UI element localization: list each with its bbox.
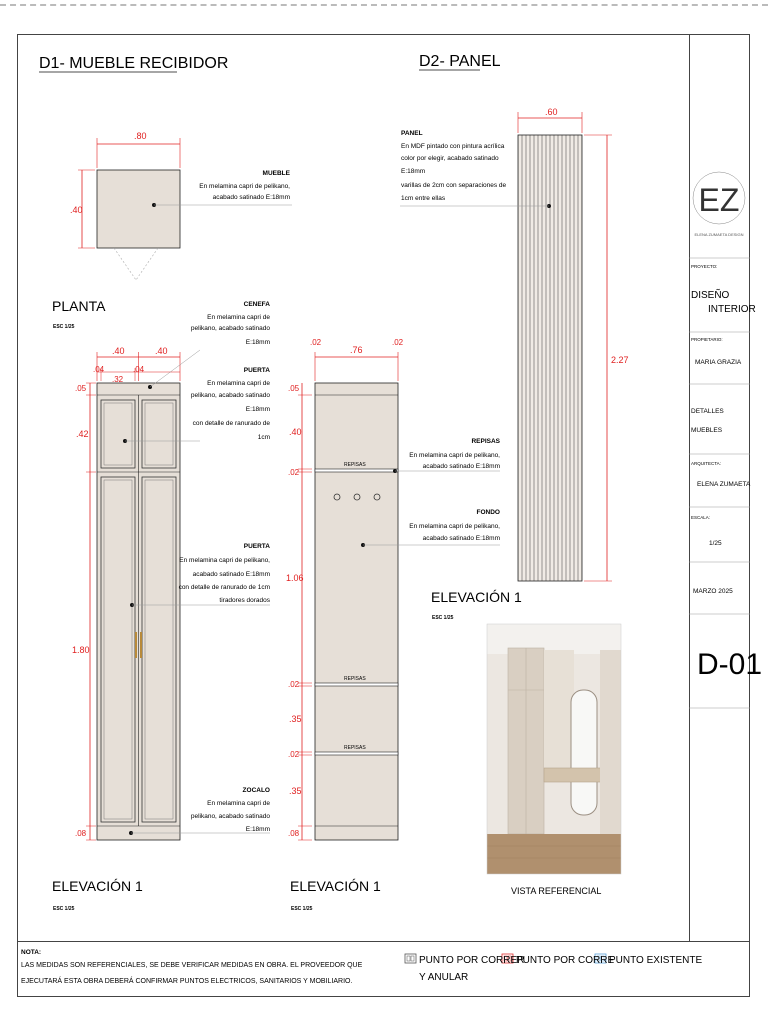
logo <box>693 172 745 237</box>
annot-fondo-2: acabado satinado E:18mm <box>422 535 500 542</box>
annot-repisas-2: acabado satinado E:18mm <box>422 463 500 470</box>
dim-panel-height: 2.27 <box>611 355 629 365</box>
d2-title: D2- PANEL <box>419 53 501 70</box>
annot-zocalo-title: ZOCALO <box>242 787 270 794</box>
annot-puerta1-5: 1cm <box>257 434 270 441</box>
legend-item3: PUNTO EXISTENTE <box>609 955 703 966</box>
annot-puerta1-3: E:18mm <box>245 406 270 413</box>
elev2-label: ELEVACIÓN 1 <box>290 878 381 894</box>
annot-puerta2-2: acabado satinado E:18mm <box>192 571 270 578</box>
annot-puerta2-title: PUERTA <box>243 543 270 550</box>
annot-panel-title: PANEL <box>401 130 423 137</box>
annot-puerta1-4: con detalle de ranurado de <box>192 420 270 427</box>
dim-e2-a: .02 <box>310 338 322 347</box>
dim-e1-h1: .05 <box>75 384 87 393</box>
arquitecta: ELENA ZUMAETA <box>697 481 751 488</box>
dim-e1-c: .04 <box>133 365 145 374</box>
annot-cenefa-1: En melamina capri de <box>207 314 270 321</box>
elev3-label: ELEVACIÓN 1 <box>431 589 522 605</box>
elev1-label: ELEVACIÓN 1 <box>52 878 143 894</box>
dim-e2-h4: 1.06 <box>286 573 304 583</box>
dim-e1-h2: .42 <box>76 429 89 439</box>
annot-panel-4: varillas de 2cm con separaciones de <box>401 182 507 189</box>
propietario: MARIA GRAZIA <box>695 359 742 366</box>
annot-cenefa-2: pelikano, acabado satinado <box>190 325 270 332</box>
sheet-number: D-01 <box>697 648 763 681</box>
annot-puerta1-1: En melamina capri de <box>207 380 270 387</box>
annot-zocalo-1: En melamina capri de <box>207 800 270 807</box>
shelf-label-3: REPISAS <box>344 745 366 751</box>
dim-e2-h9: .08 <box>288 829 300 838</box>
dim-e1-a: .04 <box>93 365 105 374</box>
annot-panel-3: E:18mm <box>401 168 426 175</box>
detalles-1: DETALLES <box>691 408 724 415</box>
dim-panel-width: .60 <box>545 107 558 117</box>
annot-repisas-1: En melamina capri de pelikano, <box>409 452 500 459</box>
annot-panel-5: 1cm entre ellas <box>401 195 446 202</box>
annot-cenefa-3: E:18mm <box>245 339 270 346</box>
arquitecta-label: ARQUITECTA: <box>691 461 721 466</box>
annot-cenefa-title: CENEFA <box>243 301 270 308</box>
annot-puerta2-1: En melamina capri de pelikano, <box>179 557 270 564</box>
annot-panel-1: En MDF pintado con pintura acrílica <box>401 143 505 150</box>
dim-e2-h3: .02 <box>288 468 300 477</box>
annot-puerta1-title: PUERTA <box>243 367 270 374</box>
dim-e2-h6: .35 <box>289 714 302 724</box>
fecha: MARZO 2025 <box>693 588 733 595</box>
annot-zocalo-2: pelikano, acabado satinado <box>190 813 270 820</box>
legend-item2: PUNTO POR CORRE <box>516 955 615 966</box>
dim-e1-b: .32 <box>112 375 124 384</box>
plan-view <box>78 138 292 280</box>
reference-render-image <box>487 624 621 874</box>
dim-e1-h4: .08 <box>75 829 87 838</box>
dim-planta-width: .80 <box>134 131 147 141</box>
proyecto-label: PROYECTO: <box>691 264 718 269</box>
escala: 1/25 <box>709 540 722 547</box>
dim-e2-h8: .35 <box>289 786 302 796</box>
escala-label: ESCALA: <box>691 515 711 520</box>
dim-e2-c: .02 <box>392 338 404 347</box>
annot-puerta2-3: con detalle de ranurado de 1cm <box>178 584 270 591</box>
annot-mueble-line2: acabado satinado E:18mm <box>212 194 290 201</box>
dim-e1-w2: .40 <box>155 346 168 356</box>
d1-title: D1- MUEBLE RECIBIDOR <box>39 55 229 72</box>
detalles-2: MUEBLES <box>691 427 723 434</box>
dim-e2-h2: .40 <box>289 427 302 437</box>
logo-ring-text: ELENA ZUMAETA DESIGN <box>694 232 744 237</box>
shelf-label-1: REPISAS <box>344 462 366 468</box>
annot-repisas-title: REPISAS <box>471 438 500 445</box>
annot-panel-2: color por elegir, acabado satinado <box>401 155 499 162</box>
dim-e2-b: .76 <box>350 345 363 355</box>
elev2-scale: ESC 1/25 <box>291 906 313 912</box>
shelf-label-2: REPISAS <box>344 676 366 682</box>
annot-puerta1-2: pelikano, acabado satinado <box>190 392 270 399</box>
dim-e1-w1: .40 <box>112 346 125 356</box>
annot-fondo-title: FONDO <box>476 509 500 516</box>
propietario-label: PROPIETARIO: <box>691 337 723 342</box>
annot-fondo-1: En melamina capri de pelikano, <box>409 523 500 530</box>
notes-title: NOTA: <box>21 949 42 956</box>
annot-puerta2-4: tiradores dorados <box>219 597 270 604</box>
legend-item4: Y ANULAR <box>419 972 469 983</box>
legend-item1: PUNTO POR CORRER <box>419 955 525 966</box>
annot-mueble-title: MUEBLE <box>262 170 290 177</box>
dim-planta-depth: .40 <box>70 205 83 215</box>
planta-label: PLANTA <box>52 298 106 314</box>
dim-e2-h7: .02 <box>288 750 300 759</box>
dim-e2-h1: .05 <box>288 384 300 393</box>
notes-line2: EJECUTARÁ ESTA OBRA DEBERÁ CONFIRMAR PUNTOS ELECTRICOS, SANITARIOS Y MOBILIARIO. <box>21 978 353 985</box>
dim-e2-h5: .02 <box>288 680 300 689</box>
planta-scale: ESC 1/25 <box>53 324 75 330</box>
annot-mueble-line1: En melamina capri de pelikano, <box>199 183 290 190</box>
logo-mark: EZ <box>698 182 740 218</box>
dim-e1-h3: 1.80 <box>72 645 90 655</box>
elev3-scale: ESC 1/25 <box>432 615 454 621</box>
proyecto-2: INTERIOR <box>708 304 756 315</box>
proyecto-1: DISEÑO <box>691 290 730 301</box>
vista-label: VISTA REFERENCIAL <box>511 886 602 896</box>
notes-line1: LAS MEDIDAS SON REFERENCIALES, SE DEBE VERIFICAR MEDIDAS EN OBRA. EL PROVEEDOR QUE <box>21 962 363 969</box>
elev1-scale: ESC 1/25 <box>53 906 75 912</box>
annot-zocalo-3: E:18mm <box>245 826 270 833</box>
